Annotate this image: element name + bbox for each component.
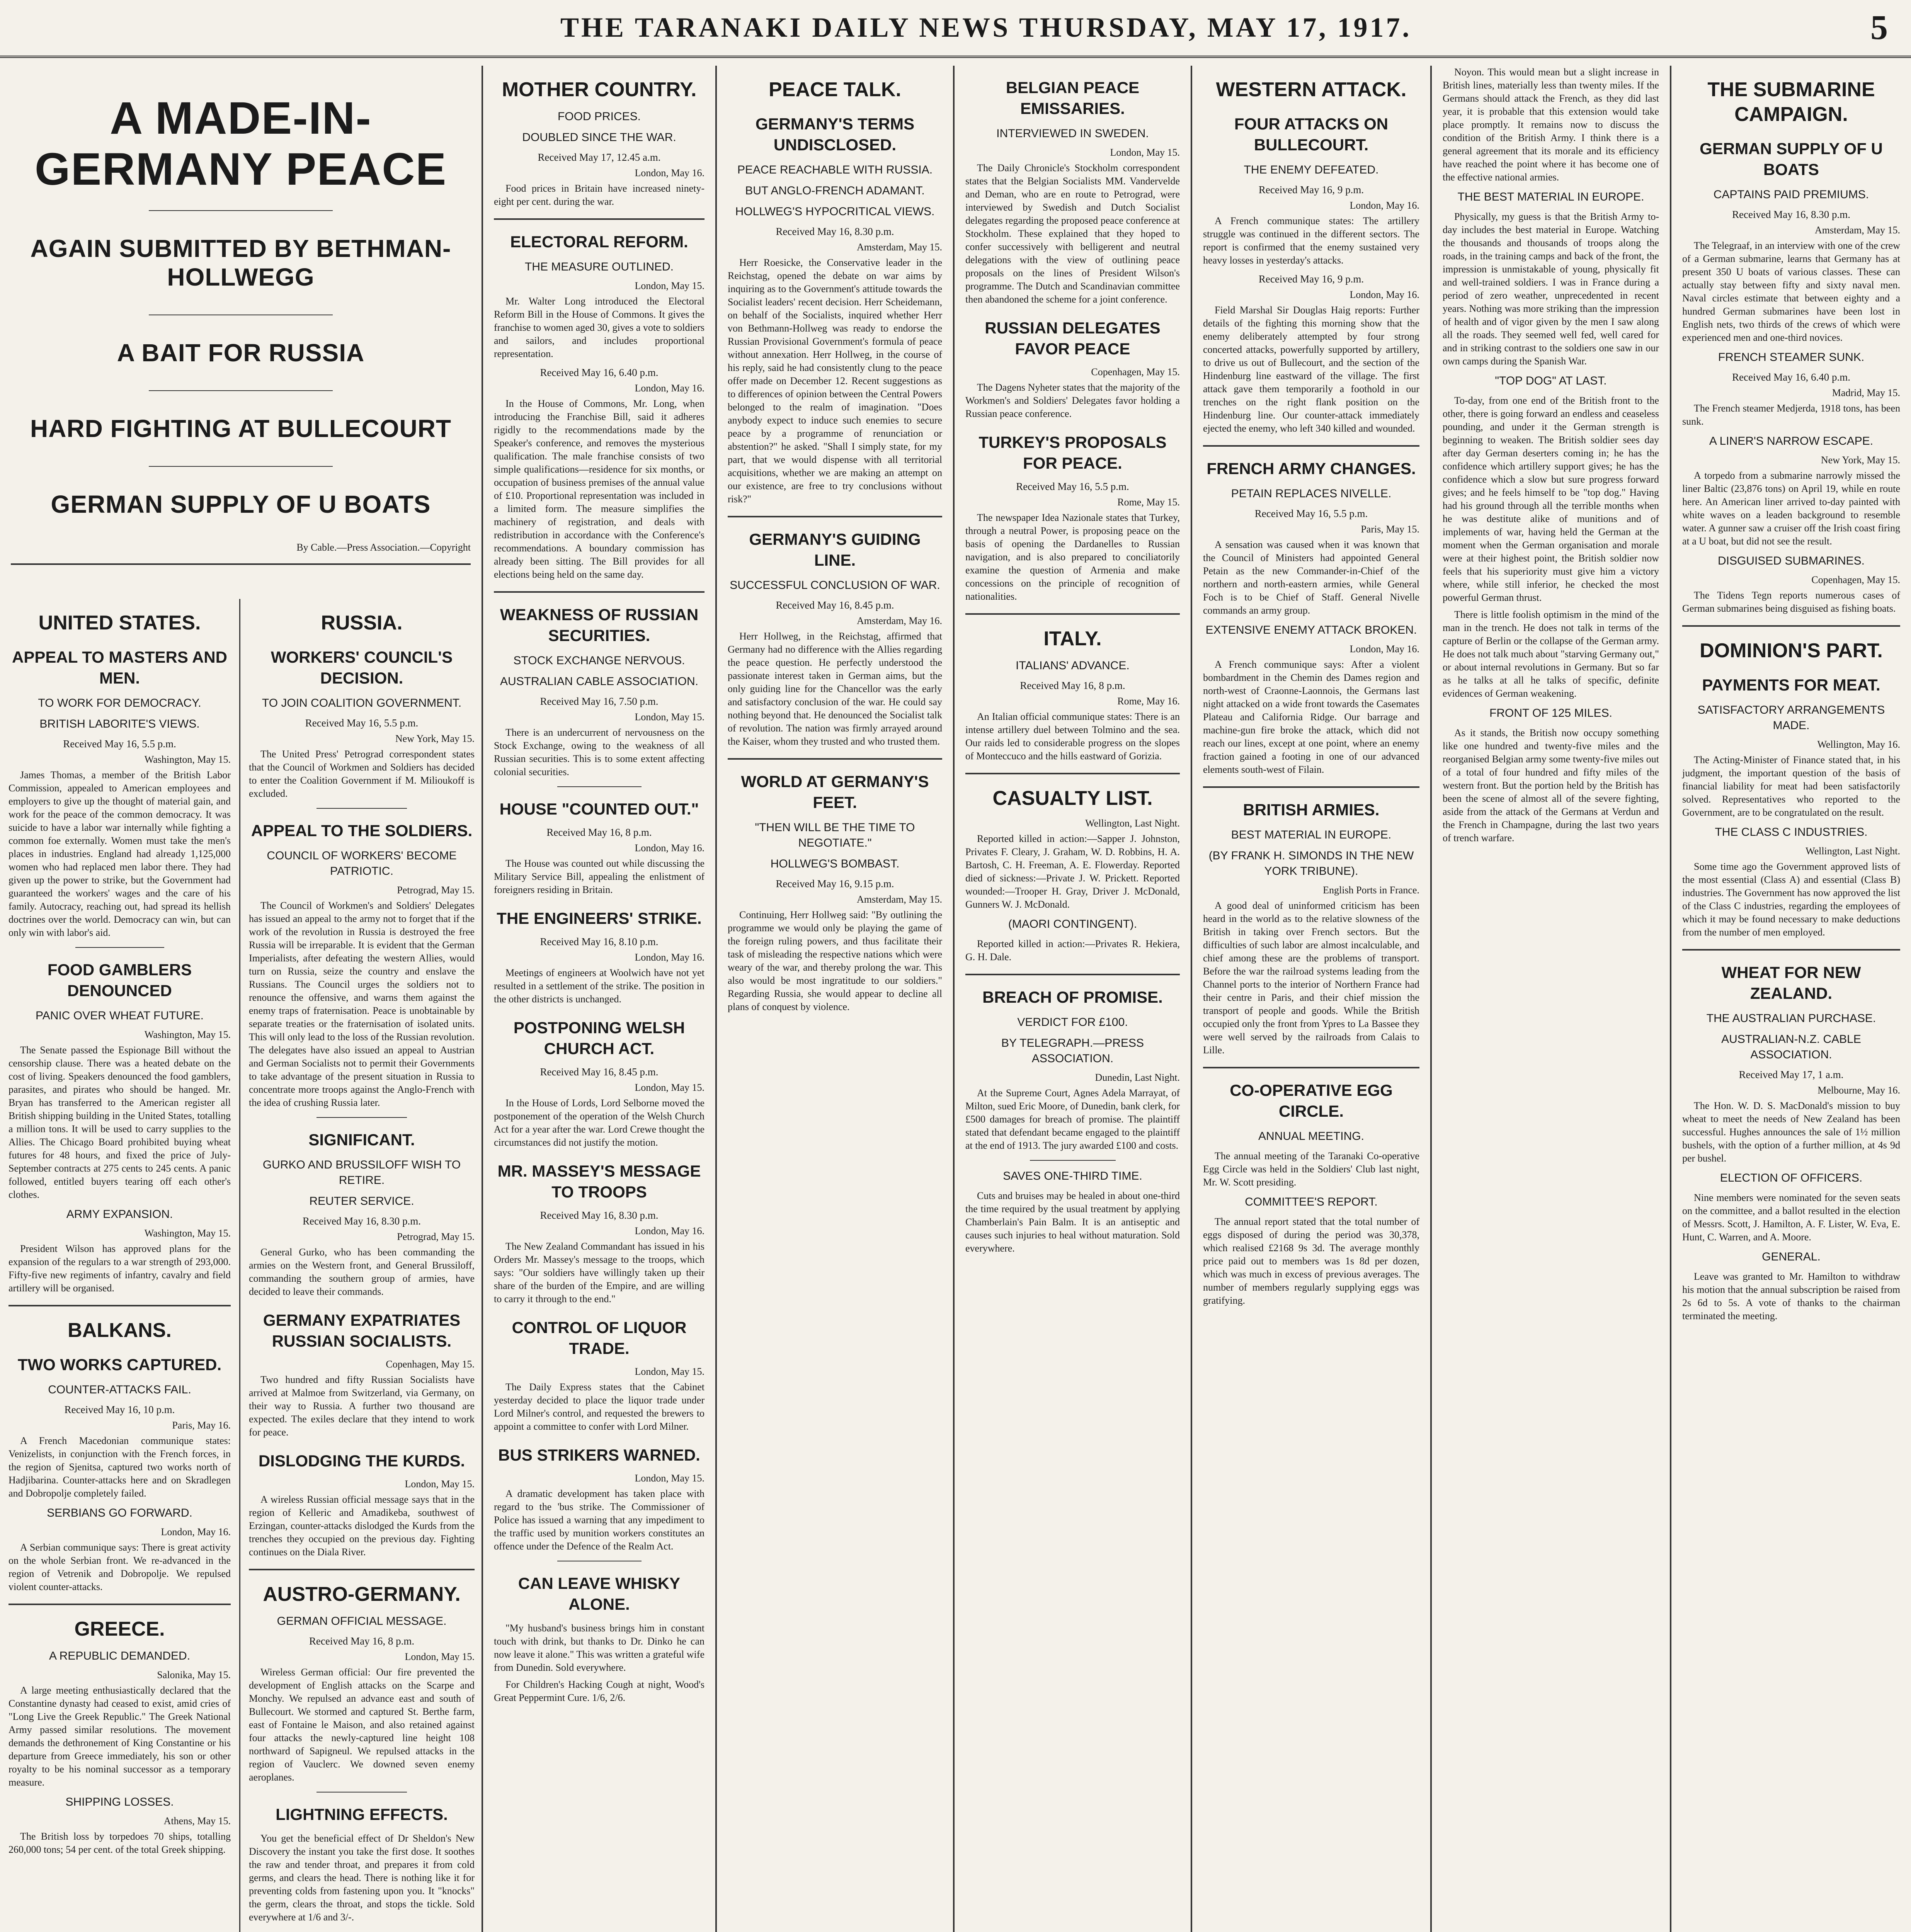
section-heading: FOOD GAMBLERS DENOUNCED [47,961,192,1000]
section-heading: ITALY. [1043,628,1102,650]
subheading: VERDICT FOR £100. [1017,1016,1128,1029]
place: Petrograd, May 15. [397,884,475,896]
dateline: Received May 16, 8 p.m. [546,827,652,838]
section-heading: UNITED STATES. [38,612,201,634]
divider [728,516,942,517]
section-heading: WEAKNESS OF RUSSIAN SECURITIES. [500,605,699,645]
article-text: Field Marshal Sir Douglas Haig reports: Further details of the fighting this morning show that the enemy deliberately attempted by four strong concerted attacks, powerfully supported by artillery, to drive us out of Bullecourt, and the section of the Hindenburg line eastward of the village. The first attack gave them temporarily a foothold in our trenches on the right flank position on the Hindenburg line. Our counter-attack immediately ejected the enemy, who left 340 killed and wounded. [1203,304,1419,434]
place: Amsterdam, May 15. [857,242,942,253]
dateline: Received May 16, 9.15 p.m. [776,878,894,889]
place: Amsterdam, May 15. [857,894,942,905]
subheading: INTERVIEWED IN SWEDEN. [996,127,1149,140]
subheading: DISGUISED SUBMARINES. [1717,554,1865,567]
article-text: The Council of Workmen's and Soldiers' Delegates has issued an appeal to the army not to forget that if the work of the revolution in Russia is destroyed the free Russia will be irreparable. It is evident that the German Imperialists, after defeating the western Allies, would turn on Russia, seize the country and enslave the Russians. The Council urges the soldiers not to renounce the offensive, and warns them against the enemy traps of fraternisation. Peace is unobtainable by separate treaties or the fraternisation of isolated units. This will only lead to the loss of the Russian revolution. The delegates have also issued an appeal to Austrian and German Socialists not to permit their Governments to take advantage of the present situation in Russia to concentrate more troops against the Anglo-French with the idea of crushing Russia later. [249,900,475,1108]
divider [317,1792,407,1793]
dateline: Received May 16, 5.5 p.m. [305,717,419,729]
subheading: PETAIN REPLACES NIVELLE. [1231,487,1392,500]
section-heading: RUSSIAN DELEGATES FAVOR PEACE [985,319,1161,358]
subheading: DOUBLED SINCE THE WAR. [522,131,676,144]
subheading: FOOD PRICES. [557,110,641,123]
subheading: BRITISH LABORITE'S VIEWS. [39,718,200,730]
place: Paris, May 15. [1361,524,1419,535]
place: Amsterdam, May 15. [1815,224,1900,236]
divider [965,613,1180,615]
subheading: ELECTION OF OFFICERS. [1720,1172,1863,1184]
subheading: PANIC OVER WHEAT FUTURE. [35,1009,204,1022]
divider [149,210,333,211]
subheading: FRENCH STEAMER SUNK. [1718,351,1865,364]
article-text: For Children's Hacking Cough at night, Wood's Great Peppermint Cure. 1/6, 2/6. [494,1679,705,1703]
divider [965,773,1180,774]
section-heading: BELGIAN PEACE EMISSARIES. [1006,78,1140,117]
subheading: SHIPPING LOSSES. [65,1796,174,1808]
section-heading: LIGHTNING EFFECTS. [276,1805,448,1823]
dateline: Received May 17, 12.45 a.m. [538,151,661,163]
article-text: Mr. Walter Long introduced the Electoral Reform Bill in the House of Commons. It gives the franchise to women aged 30, gives a vote to soldiers and sailors, and includes proportional representation. [494,296,705,359]
dateline: Received May 16, 7.50 p.m. [540,696,659,707]
place: London, May 15. [635,280,705,291]
subheading: COMMITTEE'S REPORT. [1245,1196,1378,1208]
subheading: BUT ANGLO-FRENCH ADAMANT. [745,184,925,197]
subheading: SAVES ONE-THIRD TIME. [1003,1170,1142,1182]
article-text: President Wilson has approved plans for the expansion of the regulars to a war strength of 293,000. Fifty-five new regiments of infantry, cavalry and field artillery will be organised. [9,1243,231,1294]
article-text: The Daily Express states that the Cabinet yesterday decided to place the liquor trade under Lord Milner's control, and requested the brewers to appoint a committee to confer with Lord Milner. [494,1381,705,1432]
subheading: AUSTRALIAN CABLE ASSOCIATION. [500,675,698,688]
dateline: Received May 16, 8.30 p.m. [1732,209,1850,220]
place: London, May 15. [405,1651,475,1662]
column-submarine-campaign [1671,66,1911,1932]
lead-subcolumns [0,599,483,1932]
subheading: CAPTAINS PAID PREMIUMS. [1713,188,1869,201]
section-heading: CONTROL OF LIQUOR TRADE. [512,1318,687,1357]
subheading: (BY FRANK H. SIMONDS IN THE NEW YORK TRIBUNE). [1208,849,1414,878]
divider [1203,786,1419,788]
section-heading: MOTHER COUNTRY. [502,78,697,101]
article-text: There is an undercurrent of nervousness on the Stock Exchange, owing to the weakness of all Russian securities. This is to some extent affecting colonial securities. [494,727,705,777]
place: London, May 15. [635,711,705,723]
article-text: The Hon. W. D. S. MacDonald's mission to buy wheat to meet the needs of New Zealand has been successful. Hughes announces the sale of 1½ million bushels, with the option of a further million, at 4s 9d per bushel. [1682,1100,1900,1164]
place: Wellington, May 16. [1817,739,1900,750]
article-text: The Acting-Minister of Finance stated that, in his judgment, the important question of the basis of financial liability for meat had been satisfactorily solved. Representatives who reported to the Government, are to be congratulated on the result. [1682,754,1900,818]
subheading: A LINER'S NARROW ESCAPE. [1709,435,1874,447]
divider [317,1117,407,1118]
dateline: Received May 16, 5.5 p.m. [1254,508,1368,519]
column-western-attack [1192,66,1432,1932]
divider [11,563,471,565]
divider [494,591,705,593]
place: English Ports in France. [1323,884,1419,896]
dateline: Received May 16, 5.5 p.m. [63,738,176,750]
article-text: Some time ago the Government approved lists of the most essential (Class A) and essential (Class B) industries. The Government has now approved the list of the Class C industries, regarding the employees of which it may be found necessary to make deductions from the number of men employed. [1682,861,1900,938]
section-heading: GERMANY'S GUIDING LINE. [749,530,921,569]
article-text: Two hundred and fifty Russian Socialists have arrived at Malmoe from Switzerland, via Germany, on their way to Russia. A further two thousand are expected. The exiles declare that they intend to work for peace. [249,1374,475,1438]
subheading: ARMY EXPANSION. [66,1208,173,1221]
place: London, May 16. [635,167,705,179]
subheading: HOLLWEG'S HYPOCRITICAL VIEWS. [735,205,935,218]
place: New York, May 15. [395,733,475,744]
divider [149,390,333,391]
place: Paris, May 16. [172,1420,231,1431]
lead-deck-1: AGAIN SUBMITTED BY BETHMAN-HOLLWEGG [30,235,451,291]
divider [249,1569,475,1570]
article-text: A Serbian communique says: There is great activity on the whole Serbian front. We re-advanced in the region of Vetrenik and Dobropolje. We repulsed violent counter-attacks. [9,1542,231,1592]
article-text: Food prices in Britain have increased ninety-eight per cent. during the war. [494,183,705,207]
column-mother-country [483,66,717,1932]
page-number: 5 [1870,9,1888,47]
column-peace-talk [717,66,955,1932]
place: Melbourne, May 16. [1817,1085,1900,1096]
subheading: (MAORI CONTINGENT). [1008,918,1137,930]
article-text: In the House of Commons, Mr. Long, when introducing the Franchise Bill, said it adheres rigidly to the recommendations made by the Speaker's conference, and removes the mysterious qualification. The male franchise consists of two simple qualifications—residence for six months, or occupation of business premises of the annual value of £10. Proportional representation was included in a limited form. The measure simplifies the machinery of registration, and deals with redistribution in accordance with the Conference's recommendations. A boundary commission has already been sitting. The Bill provides for all elections being held on the same day. [494,398,705,580]
article-text: Meetings of engineers at Woolwich have not yet resulted in a settlement of the strike. The position in the other districts is unchanged. [494,967,705,1005]
subheading: SATISFACTORY ARRANGEMENTS MADE. [1697,704,1885,732]
subheading: GURKO AND BRUSSILOFF WISH TO RETIRE. [262,1158,461,1187]
place: Copenhagen, May 15. [1091,366,1180,378]
article-text: The Daily Chronicle's Stockholm correspondent states that the Belgian Socialists MM. Vandervelde and Deman, who are en route to Petrograd, were interviewed by Swedish and Dutch Socialist delegates regarding the proposed peace conference at Stockholm. These explained that they hoped to confer successively with belligerent and neutral delegations with the view of outlining peace proposals on the lines of President Wilson's programme. The Dutch and Scandinavian committee then abandoned the scheme for a joint conference. [965,162,1180,305]
article-text: A French communique states: The artillery struggle was continued in the different sectors. The report is confirmed that the enemy sustained very heavy losses in yesterday's attacks. [1203,215,1419,266]
article-text: Reported killed in action:—Sapper J. Johnston, Privates F. Cleary, J. Graham, W. D. Robbins, H. A. Bartosh, C. H. Freeman, A. E. Flowerday. Reported died of sickness:—Private J. W. Prickett. Reported wounded:—Trooper H. Gray, Driver J. McDonald, Gunners W. J. McDonald. [965,833,1180,910]
lead-deck-4: GERMAN SUPPLY OF U BOATS [51,490,431,518]
subheading: THE MEASURE OUTLINED. [524,260,674,273]
divider [1030,1160,1116,1161]
divider [494,218,705,220]
article-text: At the Supreme Court, Agnes Adela Marrayat, of Milton, sued Eric Moore, of Dunedin, bank clerk, for £500 damages for breach of promise. The plaintiff stated that defendant became engaged to the plaintiff at the end of 1913. The jury awarded £100 and costs. [965,1087,1180,1151]
place: London, May 15. [1110,147,1180,158]
subheading: "THEN WILL BE THE TIME TO NEGOTIATE." [755,821,915,849]
subheading: ITALIANS' ADVANCE. [1016,659,1130,672]
section-heading: BALKANS. [68,1319,172,1342]
subheading: SUCCESSFUL CONCLUSION OF WAR. [730,579,940,592]
place: Dunedin, Last Night. [1095,1072,1180,1083]
section-heading: THE SUBMARINE CAMPAIGN. [1707,78,1875,126]
divider [9,1305,231,1306]
article-text: Nine members were nominated for the seven seats on the committee, and a ballot resulted in the election of Messrs. Scott, J. Hamilton, A. F. Lister, W. Eva, E. Hunt, C. Warren, and A. Moore. [1682,1192,1900,1243]
place: London, May 16. [635,1225,705,1236]
place: London, May 16. [1349,200,1419,211]
divider [75,947,164,948]
subheading: ANNUAL MEETING. [1258,1130,1364,1143]
section-heading: CO-OPERATIVE EGG CIRCLE. [1230,1081,1393,1120]
subheading: GERMAN OFFICIAL MESSAGE. [277,1615,447,1628]
article-text: The Dagens Nyheter states that the majority of the Workmen's and Soldiers' Delegates favor holding a Russian peace conference. [965,382,1180,419]
place: Copenhagen, May 15. [1811,574,1900,585]
dateline: Received May 16, 6.40 p.m. [1732,371,1850,383]
subheading: THE BEST MATERIAL IN EUROPE. [1457,190,1644,203]
article-text: Herr Roesicke, the Conservative leader in the Reichstag, opened the debate on war aims by inquiring as to the Government's attitude towards the Socialist leaders' recent decision. Herr Scheidemann, on behalf of the Socialists, inquired whether Herr von Bethmann-Hollweg was ready to endorse the Russian Provisional Government's formula of peace without annexation. Herr Hollweg, in the course of his reply, said he had consistently clung to the peace offer made on December 12. Recent suggestions as to differences of opinion between the Central Powers belonged to the realm of imagination. "Does anybody expect to induce such enemies to secure peace by a programme of renunciation or abstention?" he asked. "Shall I simply state, for my part, that we would dispense with all territorial acquisitions, whether we are making an attempt on our existence, are free to try conclusions without risk?" [728,257,942,505]
divider [1203,1067,1419,1068]
place: Rome, May 16. [1117,696,1180,707]
article-text: A French communique says: After a violent bombardment in the Chemin des Dames region and north-west of Craonne-Laonnois, the Germans last night attacked on a wide front towards the Casemates Plateau and California Ridge. Our barrage and machine-gun fire broke the attack, which did not reach our lines, except at one point, where an enemy fraction gained a footing in one of our advanced elements south-west of Filain. [1203,659,1419,775]
section-heading: WESTERN ATTACK. [1216,78,1407,101]
section-heading: PEACE TALK. [769,78,901,101]
dateline: Received May 16, 5.5 p.m. [1016,481,1129,492]
dateline: Received May 16, 10 p.m. [64,1404,175,1415]
place: London, May 16. [635,383,705,394]
article-text: The annual meeting of the Taranaki Co-operative Egg Circle was held in the Soldiers' Club last night, Mr. W. Scott presiding. [1203,1150,1419,1188]
divider [965,974,1180,975]
article-text: Reported killed in action:—Privates R. Hekiera, G. H. Dale. [965,938,1180,963]
section-heading: DISLODGING THE KURDS. [258,1452,465,1470]
dateline: Received May 16, 8.30 p.m. [776,226,894,237]
dateline: Received May 16, 8 p.m. [309,1635,415,1647]
section-heading: BUS STRIKERS WARNED. [498,1446,700,1464]
place: Athens, May 15. [163,1815,231,1827]
divider [1682,949,1900,951]
place: London, May 16. [1349,643,1419,655]
section-heading: BREACH OF PROMISE. [982,988,1163,1006]
subcolumn-russia [240,599,483,1932]
place: New York, May 15. [1821,454,1900,466]
section-heading: WORLD AT GERMANY'S FEET. [741,772,929,811]
article-text: The newspaper Idea Nazionale states that Turkey, through a neutral Power, is proposing peace on the basis of opening the Dardanelles to Russian navigation, and is also prepared to conciliatorily examine the question of Armenia and make concessions on the principle of recognition of nationalities. [965,512,1180,602]
article-text: There is little foolish optimism in the mind of the man in the trench. He does not talk in terms of the capture of Berlin or the collapse of the German army. He does not talk much about "starving Germany out," or about internal revolutions in Germany. But so far as he talks at all he talks of specific, definite evidences of German weakening. [1443,609,1659,699]
subheading: COUNCIL OF WORKERS' BECOME PATRIOTIC. [267,849,457,878]
subheading: SERBIANS GO FORWARD. [47,1507,192,1519]
place: Wellington, Last Night. [1805,845,1900,857]
article-text: Continuing, Herr Hollweg said: "By outlining the programme we would only be playing the game of the foreign ruling powers, and thus facilitate their task of misleading the respective nations which were weary of the war, and thereby prolong the war. This also would be most ingratitude to our soldiers." Regarding Russia, she would appear to decline all plans of conquest by violence. [728,909,942,1012]
article-text: A good deal of uninformed criticism has been heard in the world as to the relative slowness of the British in taking over French sectors. But the difficulties of such labor are almost incalculable, and chief among these are the problems of transport. Before the war the railroad systems leading from the Channel ports to the interior of Northern France had their centre in Paris, and their chief mission the transport of people and goods. While the British occupied only the front from Ypres to La Bassee they were well served by the railroads from Calais to Lille. [1203,900,1419,1056]
place: London, May 16. [635,952,705,963]
section-heading: GREECE. [74,1618,165,1640]
divider [728,758,942,760]
dateline: Received May 16, 8 p.m. [1020,680,1125,691]
lead-byline: By Cable.—Press Association.—Copyright [296,542,471,553]
column-belgian-emissaries [955,66,1192,1932]
section-heading: GERMANY EXPATRIATES RUSSIAN SOCIALISTS. [263,1311,461,1350]
place: London, May 15. [405,1478,475,1490]
subheading: BY TELEGRAPH.—PRESS ASSOCIATION. [1001,1037,1144,1065]
column-british-armies-cont [1432,66,1671,1932]
section-heading: FRENCH ARMY CHANGES. [1206,459,1416,478]
section-heading: PAYMENTS FOR MEAT. [1702,676,1880,694]
subcolumn-us-balkans [0,599,240,1932]
dateline: Received May 16, 9 p.m. [1258,273,1364,285]
subheading: A REPUBLIC DEMANDED. [49,1650,191,1662]
subheading: "TOP DOG" AT LAST. [1495,374,1607,387]
section-heading: WHEAT FOR NEW ZEALAND. [1721,963,1861,1002]
place: Salonika, May 15. [157,1669,231,1680]
section-heading: MR. MASSEY'S MESSAGE TO TROOPS [497,1162,701,1201]
subheading: GENERAL. [1762,1250,1821,1263]
article-text: To-day, from one end of the British front to the other, there is going forward an endless and ceaseless pounding, and under it the German strength is beginning to weaken. The British soldier sees day after day German deserters coming in; he has the confidence which artillery support gives; he has the confidence which a slow but sure progress forward gives; and he feels himself to be "top dog." Having had his ground through all the terrible months when he was destitute alike of munitions and of implements of war, having held the German at the moment when the German organisation and morale were at their highest point, the British soldier now feels that his superiority must give him a victory where, while still inferior, he checked the most powerful German thrust. [1443,395,1659,603]
article-text: In the House of Lords, Lord Selborne moved the postponement of the operation of the Welsh Church Act for a year after the war. Lord Crewe thought the circumstances did not justify the motion. [494,1097,705,1148]
subheading: COUNTER-ATTACKS FAIL. [48,1383,191,1396]
subheading: AUSTRALIAN-N.Z. CABLE ASSOCIATION. [1721,1033,1861,1061]
place: Madrid, May 15. [1832,387,1900,398]
place: London, May 15. [635,1366,705,1377]
section-heading: SIGNIFICANT. [308,1131,415,1149]
article-text: Herr Hollweg, in the Reichstag, affirmed that Germany had no difference with the Allies regarding the peace question. He perfectly understood the passionate interest taken in German aims, but the only guiding line for the Chancellor was the early and satisfactory conclusion of the war. He could say nothing beyond that. He denounced the Socialist talk of revolution. The nation was firmly arrayed around the Kaiser, whom they trusted and who trusted them. [728,631,942,747]
dateline: Received May 16, 6.40 p.m. [540,367,659,378]
dateline: Received May 16, 8.45 p.m. [776,599,894,611]
divider [1682,625,1900,627]
article-text: Leave was granted to Mr. Hamilton to withdraw his motion that the annual subscription be raised from 2s 6d to 5s. A vote of thanks to the chairman terminated the meeting. [1682,1271,1900,1321]
section-heading: WORKERS' COUNCIL'S DECISION. [271,648,453,687]
section-heading: APPEAL TO MASTERS AND MEN. [12,648,227,687]
place: Washington, May 15. [144,754,231,765]
lead-deck-3: HARD FIGHTING AT BULLECOURT [30,415,451,442]
divider [557,786,642,787]
section-heading: DOMINION'S PART. [1700,639,1883,662]
subheading: REUTER SERVICE. [309,1195,414,1208]
article-text: The French steamer Medjerda, 1918 tons, has been sunk. [1682,403,1900,427]
dateline: Received May 16, 9 p.m. [1258,184,1364,196]
article-text: You get the beneficial effect of Dr Sheldon's New Discovery the instant you take the first dose. It soothes the raw and tender throat, and prepares it from cold germs, and clears the head. There is nothing like it for preventing colds from fastening upon you. It "knocks" the germ, clears the throat, and stops the tickle. Sold everywhere at 1/6 and 3/-. [249,1833,475,1923]
dateline: Received May 17, 1 a.m. [1739,1069,1844,1080]
place: Copenhagen, May 15. [386,1359,475,1370]
place: Petrograd, May 15. [397,1231,475,1242]
article-text: The Tidens Tegn reports numerous cases of German submarines being disguised as fishing boats. [1682,590,1900,614]
section-heading: GERMAN SUPPLY OF U BOATS [1700,139,1883,179]
subheading: EXTENSIVE ENEMY ATTACK BROKEN. [1205,624,1417,636]
place: Washington, May 15. [144,1029,231,1040]
article-text: The House was counted out while discussing the Military Service Bill, appealing the enlistment of foreigners residing in Britain. [494,858,705,895]
article-text: The Senate passed the Espionage Bill without the censorship clause. There was a heated debate on the cost of living. Speakers denounced the food gamblers, parasites, and pirates who should be hanged. Mr. Bryan has transferred to the American register all British shipping building in the United States, totalling a million tons. It will be used to carry supplies to the Allies. The Chicago Board prohibited buying wheat futures for 48 hours, and fixed the price of July-September contracts at 275 cents to 245 cents. A panic followed, entitled buyers tearing off each other's clothes. [9,1044,231,1200]
article-text: A sensation was caused when it was known that the Council of Ministers had appointed General Petain as the new Commander-in-Chief of the northern and north-eastern armies, while General Foch is to be Chief of Staff. General Nivelle commands an army group. [1203,539,1419,616]
article-text: The annual report stated that the total number of eggs disposed of during the period was 30,378, which realised £2168 9s 3d. The average monthly price paid out to members was 1s 8d per dozen, which was much in excess of previous averages. The number of members regularly supplying eggs was gratifying. [1203,1216,1419,1306]
section-heading: BRITISH ARMIES. [1243,801,1380,819]
section-heading: CASUALTY LIST. [992,787,1153,810]
article-text: The United Press' Petrograd correspondent states that the Council of Workmen and Soldiers has decided to enter the Coalition Government if M. Milioukoff is excluded. [249,748,475,799]
place: London, May 15. [635,1082,705,1093]
article-text: A dramatic development has taken place with regard to the 'bus strike. The Commissioner of Police has issued a warning that any impediment to the traffic used by munition workers constitutes an offence under the Defence of the Realm Act. [494,1488,705,1552]
subheading: TO JOIN COALITION GOVERNMENT. [262,697,462,709]
article-text: Noyon. This would mean but a slight increase in British lines, materially less than twenty miles. If the Germans should attack the French, as they did last year, it is probable that this extension would take place promptly. It remains now to discuss the condition of the British Army. I think there is a general agreement that its morale and its efficiency have reached the point where it has become one of the effective national armies. [1443,66,1659,183]
article-text: A torpedo from a submarine narrowly missed the liner Baltic (23,876 tons) on April 19, while en route here. An American liner arrived to-day painted with white waves on a leaden background to resemble water. A gunner saw a cruiser off the Irish coast firing at a U boat, but did not see the result. [1682,470,1900,547]
subheading: FRONT OF 125 MILES. [1489,707,1612,719]
article-text: A wireless Russian official message says that in the region of Kelleric and Amadikeba, southwest of Erzingan, counter-attacks dislodged the Kurds from the trenches they occupied on the previous day. Fighting continues on the Diala River. [249,1494,475,1558]
article-text: James Thomas, a member of the British Labor Commission, appealed to American employees and employers to give up the thought of material gain, and work for the peace of the common democracy. It was suicide to have a labor war internally while fighting a common foe externally. Women must take the men's places in industries. England had already 1,125,000 women who had replaced men labor there. They had given up the power to strike, but the Government had guaranteed the workers' wages and the care of his family. Autocracy, reaching out, had spread its hellish doctrines over the world. Democracy can win, but can only win with labor's aid. [9,769,231,938]
lead-deck-2: A BAIT FOR RUSSIA [117,339,365,367]
dateline: Received May 16, 8.30 p.m. [303,1215,421,1227]
article-text: An Italian official communique states: There is an intense artillery duel between Tolmino and the sea. Our raids led to considerable progress on the slopes of Monteccuco and the hills eastward of Gorizia. [965,711,1180,762]
subheading: TO WORK FOR DEMOCRACY. [38,697,201,709]
section-heading: TURKEY'S PROPOSALS FOR PEACE. [978,433,1167,472]
article-text: A large meeting enthusiastically declared that the Constantine dynasty had ceased to exist, amid cries of "Long Live the Greek Republic." The Greek National Army passed similar resolutions. The movement demands the dethronement of King Constantine or his departure from Greece immediately, his son or other royalty to be his nominal successor as a temporary measure. [9,1685,231,1788]
divider [317,808,407,809]
place: London, May 16. [635,842,705,854]
article-text: The Telegraaf, in an interview with one of the crew of a German submarine, learns that Germany has at present 350 U boats of various classes. These can actually stay between fifty and sixty naval men. Naval circles estimate that between eighty and a hundred German submarines have been lost in English nets, two thirds of the crews of which were experienced men and one-third novices. [1682,240,1900,343]
article-text: The New Zealand Commandant has issued in his Orders Mr. Massey's message to the troops, which says: "Our soldiers have willingly taken up their share of the burden of the Empire, and are willing to carry it through to the end." [494,1241,705,1304]
section-heading: FOUR ATTACKS ON BULLECOURT. [1234,115,1389,154]
article-text: General Gurko, who has been commanding the armies on the Western front, and General Brussiloff, commanding the southern group of armies, have decided to leave their commands. [249,1247,475,1297]
divider [1203,445,1419,447]
dateline: Received May 16, 8.45 p.m. [540,1066,659,1078]
dateline: Received May 16, 8.30 p.m. [540,1209,659,1221]
section-heading: GERMANY'S TERMS UNDISCLOSED. [755,115,915,154]
subheading: THE ENEMY DEFEATED. [1244,163,1379,176]
masthead-title: THE TARANAKI DAILY NEWS THURSDAY, MAY 17, 1917. [560,12,1412,43]
section-heading: THE ENGINEERS' STRIKE. [497,909,702,927]
masthead [0,0,1911,58]
place: Amsterdam, May 16. [857,615,942,626]
section-heading: AUSTRO-GERMANY. [263,1583,461,1605]
section-heading: HOUSE "COUNTED OUT." [499,800,699,818]
article-text: The British loss by torpedoes 70 ships, totalling 260,000 tons; 54 per cent. of the total Greek shipping. [9,1831,231,1855]
article-text: Wireless German official: Our fire prevented the development of English attacks on the Scarpe and Monchy. We repulsed an advance east and south of Bullecourt. We stormed and captured St. Berthe farm, east of Fontaine le Maison, and also retained against four attacks the newly-captured line height 108 northward of Sapigneul. We repulsed attacks in the region of Vauclerc. We downed seven enemy aeroplanes. [249,1667,475,1783]
place: Wellington, Last Night. [1085,818,1180,829]
section-heading: ELECTORAL REFORM. [510,233,688,251]
place: London, May 15. [635,1473,705,1484]
subheading: HOLLWEG'S BOMBAST. [770,857,900,870]
section-heading: TWO WORKS CAPTURED. [17,1355,222,1374]
subheading: STOCK EXCHANGE NERVOUS. [513,654,685,667]
subheading: BEST MATERIAL IN EUROPE. [1231,828,1392,841]
section-heading: CAN LEAVE WHISKY ALONE. [518,1574,681,1613]
section-heading: POSTPONING WELSH CHURCH ACT. [513,1019,685,1058]
divider [9,1604,231,1605]
subheading: THE CLASS C INDUSTRIES. [1715,826,1868,838]
article-text: Cuts and bruises may be healed in about one-third the time required by the usual treatment by applying Chamberlain's Pain Balm. It is an antiseptic and causes such injuries to heal without maturation. Sold everywhere. [965,1190,1180,1254]
subheading: THE AUSTRALIAN PURCHASE. [1706,1012,1876,1025]
place: Washington, May 15. [144,1228,231,1239]
article-text: A French Macedonian communique states: Venizelists, in conjunction with the French forces, in the region of Sjenitsa, captured two works north of Hadjibarina. Counter-attacks here and on Skradlegen and Dobropolje completely failed. [9,1435,231,1499]
article-text: As it stands, the British now occupy something like one hundred and twenty-five miles and the reorganised Belgian army some twenty-five miles out of a total of four hundred and fifty miles of the western front. But the portion held by the British has been the scene of almost all of the severe fighting, aside from the attack of the Germans at Verdun and the French in Champagne, during the last two years of trench warfare. [1443,727,1659,844]
column-lead [0,66,483,1932]
place: London, May 16. [1349,289,1419,300]
section-heading: APPEAL TO THE SOLDIERS. [251,821,473,840]
dateline: Received May 16, 8.10 p.m. [540,936,659,947]
subheading: PEACE REACHABLE WITH RUSSIA. [737,163,933,176]
place: London, May 16. [161,1526,231,1537]
lead-headline: A MADE-IN-GERMANY PEACE [34,93,447,195]
article-text: Physically, my guess is that the British Army to-day includes the best material in Europe. Watching the thousands and thousands of troops along the roads, in the training camps and back of the front, the impression is unmistakable of young, physically fit and well-trained soldiers. I was in France during a period of zero weather, unprecedented in recent years. Nothing was more striking than the impression of health and of vigor given by the men I saw along all the roads. They seemed well fed, well cared for and in striking contrast to the soldiers one saw in our own camps during the Spanish War. [1443,211,1659,367]
place: Rome, May 15. [1117,497,1180,508]
divider [149,466,333,467]
section-heading: RUSSIA. [321,612,403,634]
article-text: "My husband's business brings him in constant touch with drink, but thanks to Dr. Dinko he can now leave it alone." This was written a grateful wife from Dunedin. Sold everywhere. [494,1622,705,1673]
